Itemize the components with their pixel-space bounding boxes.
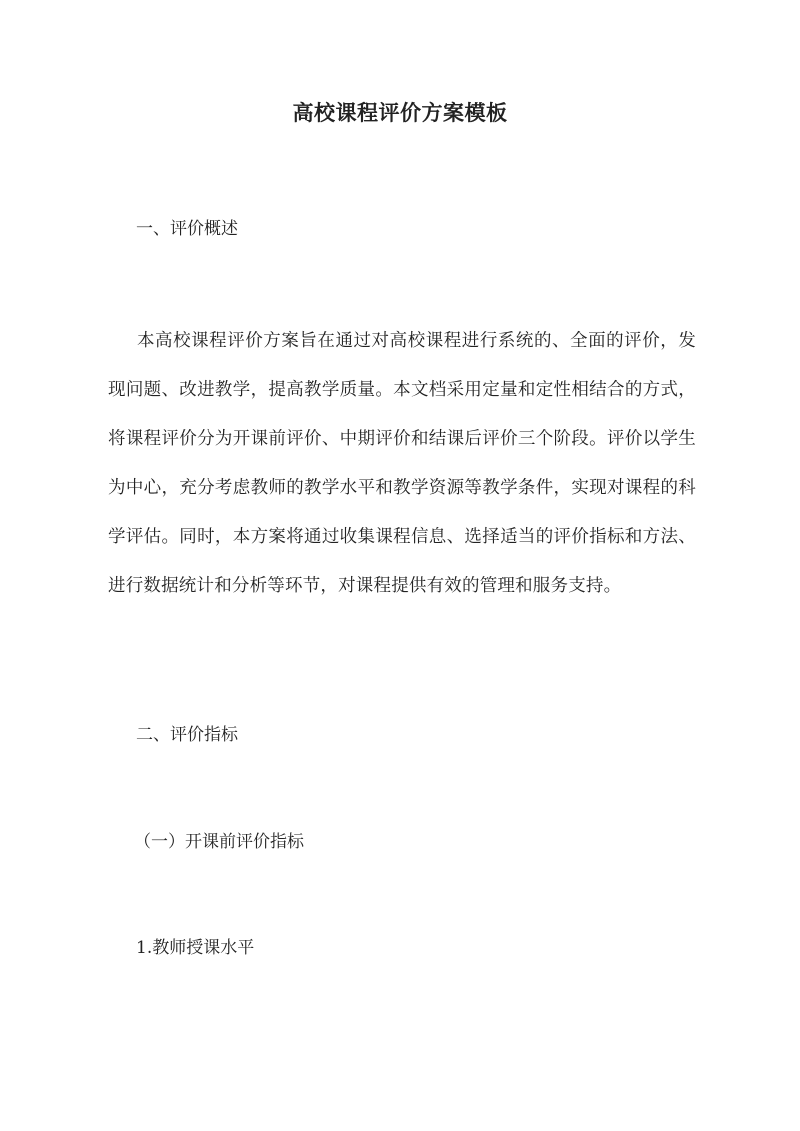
subsection-heading-pre-course: （一）开课前评价指标 [134,832,304,852]
section-heading-indicators: 二、评价指标 [136,725,238,745]
document-title: 高校课程评价方案模板 [292,100,508,125]
overview-paragraph: 本高校课程评价方案旨在通过对高校课程进行系统的、全面的评价，发现问题、改进教学，提高教学质量。本文档采用定量和定性相结合的方式，将课程评价分为开课前评价、中期评价和结课后评价三个阶段。评价以学生为中心，充分考虑教师的教学水平和教学资源等教学条件，实现对课程的科学评估。同时，本方案将通过收集课程信息、选择适当的评价指标和方法、进行数据统计和分析等环节，对课程提供有效的管理和服务支持。 [108,331,696,596]
list-item-teacher-level: 1.教师授课水平 [136,938,255,958]
section-heading-overview: 一、评价概述 [136,219,238,239]
